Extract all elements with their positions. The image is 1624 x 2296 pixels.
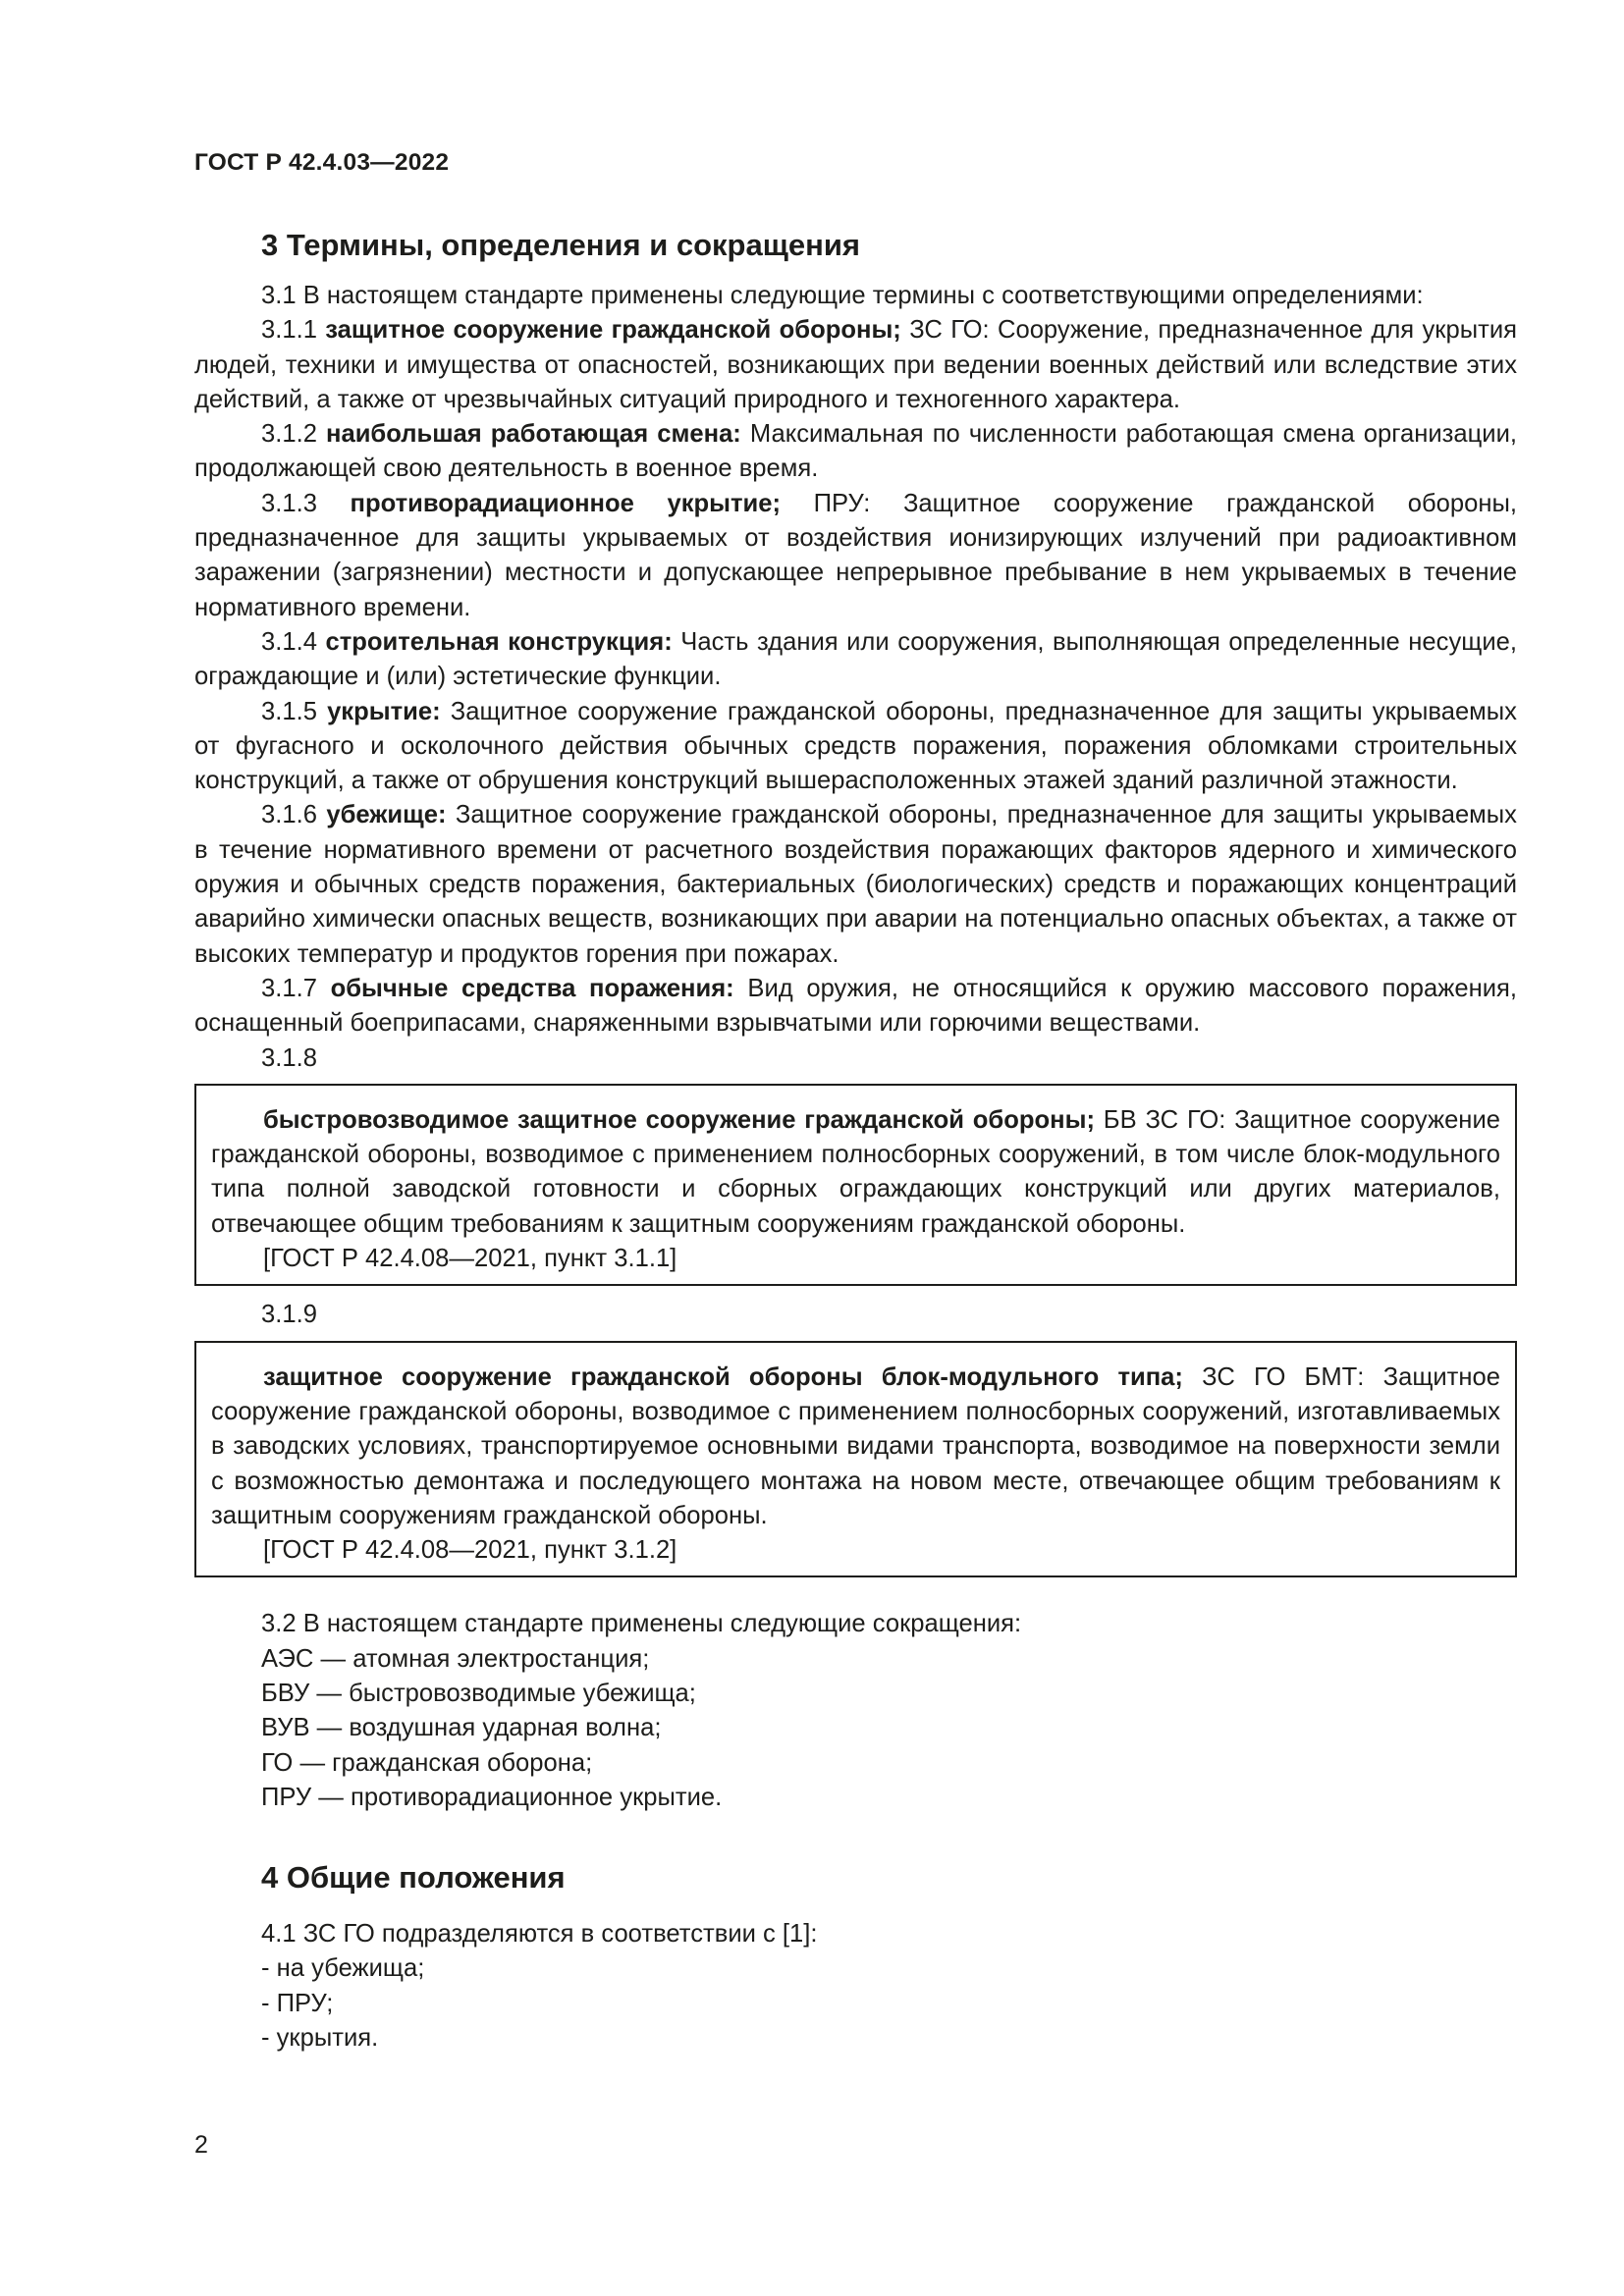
term-definition: Максимальная по численности работающая смена организации, продолжающей свою деятельность в военное время.: [194, 420, 1517, 483]
term-3-1-2: [194, 417, 1517, 487]
term-number: 3.1.4: [261, 627, 317, 656]
term-3-1-6: [194, 798, 1517, 971]
list-item: - ПРУ;: [261, 1989, 334, 2017]
term-name: противорадиационное укрытие;: [350, 489, 782, 517]
term-name: наибольшая работающая смена:: [326, 420, 741, 449]
term-source-reference: [ГОСТ Р 42.4.08—2021, пункт 3.1.1]: [263, 1245, 677, 1273]
term-definition: Защитное сооружение гражданской обороны, предназначенное для защиты укрываемых в течение нормативного времени от расчетного воздействия поражающих факторов ядерного и химического оружия и обычных средств поражения, бактериальных (биологических) средств и поражающих концентраций аварийно химически опасных веществ, возникающих при аварии на потенциально опасных объектах, а также от высоких температур и продуктов горения при пожарах.: [194, 801, 1517, 968]
term-name: быстровозводимое защитное сооружение гражданской обороны;: [263, 1105, 1095, 1134]
term-name: укрытие:: [327, 697, 441, 725]
term-name: защитное сооружение гражданской обороны блок-модульного типа;: [263, 1362, 1183, 1391]
general-provisions-intro: 4.1 ЗС ГО подразделяются в соответствии с [1]:: [261, 1920, 818, 1949]
list-item: - укрытия.: [261, 2024, 379, 2053]
term-3-1-7: [194, 972, 1517, 1041]
abbreviation-item: АЭС — атомная электростанция;: [261, 1644, 650, 1673]
term-source-reference: [ГОСТ Р 42.4.08—2021, пункт 3.1.2]: [263, 1536, 677, 1565]
term-number: 3.1.1: [261, 316, 317, 345]
page-number: 2: [194, 2131, 208, 2159]
term-3-1-8-box: [194, 1084, 1517, 1286]
term-definition: Защитное сооружение гражданской обороны, предназначенное для защиты укрываемых от фугасного и осколочного действия обычных средств поражения, поражения обломками строительных конструкций, а также от обрушения конструкций вышерасположенных этажей зданий различной этажности.: [194, 697, 1517, 795]
abbreviations-intro: 3.2 В настоящем стандарте применены следующие сокращения:: [261, 1610, 1022, 1638]
term-definition: Часть здания или сооружения, выполняющая определенные несущие, ограждающие и (или) эстетические функции.: [194, 627, 1517, 691]
term-name: убежище:: [326, 801, 447, 829]
terms-intro-paragraph: 3.1 В настоящем стандарте применены следующие термины с соответствующими определениями:: [261, 282, 1424, 309]
abbreviation-item: ПРУ — противорадиационное укрытие.: [261, 1783, 723, 1811]
term-name: строительная конструкция:: [325, 627, 673, 656]
abbreviation-item: ГО — гражданская оборона;: [261, 1748, 593, 1777]
page-content: [194, 226, 1517, 2056]
list-item: - на убежища;: [261, 1954, 425, 1983]
term-3-1-8-number: 3.1.8: [261, 1043, 317, 1072]
term-definition: БВ ЗС ГО: Защитное сооружение гражданской обороны, возводимое с применением полносборных сооружений, в том числе блок-модульного типа полной заводской готовности и сборных ограждающих конструкций или других материалов, отвечающее общим требованиям к защитным сооружениям гражданской обороны.: [211, 1105, 1500, 1238]
term-name: защитное сооружение гражданской обороны;: [325, 316, 901, 345]
boxed-term-paragraph: [211, 1361, 1500, 1533]
abbreviation-item: ВУВ — воздушная ударная волна;: [261, 1714, 662, 1742]
term-number: 3.1.2: [261, 420, 317, 449]
term-number: 3.1.6: [261, 801, 317, 829]
document-code-header: ГОСТ Р 42.4.03—2022: [194, 149, 450, 176]
section-4-title: 4 Общие положения: [261, 1860, 566, 1896]
term-3-1-9-number: 3.1.9: [261, 1301, 317, 1329]
section-3-title: 3 Термины, определения и сокращения: [261, 228, 860, 262]
term-number: 3.1.3: [261, 489, 317, 517]
abbreviations-block: [194, 1607, 1517, 1815]
term-definition: ЗС ГО: Сооружение, предназначенное для укрытия людей, техники и имущества от опасностей, возникающих при ведении военных действий или вследствие этих действий, а также от чрезвычайных ситуаций природного и техногенного характера.: [194, 316, 1517, 413]
term-3-1-3: [194, 487, 1517, 625]
abbreviation-item: БВУ — быстровозводимые убежища;: [261, 1679, 696, 1707]
term-number: 3.1.5: [261, 697, 317, 725]
term-definition: ПРУ: Защитное сооружение гражданской обороны, предназначенное для защиты укрываемых от воздействия ионизирующих излучений при радиоактивном заражении (загрязнении) местности и допускающее непрерывное пребывание в нем укрываемых в течение нормативного времени.: [194, 489, 1517, 621]
term-definition: ЗС ГО БМТ: Защитное сооружение гражданской обороны, возводимое с применением полносборных сооружений, изготавливаемых в заводских условиях, транспортируемое основными видами транспорта, возводимое на поверхности земли с возможностью демонтажа и последующего монтажа на новом месте, отвечающее общим требованиям к защитным сооружениям гражданской обороны.: [211, 1362, 1500, 1529]
term-number: 3.1.7: [261, 974, 317, 1002]
term-definition: Вид оружия, не относящийся к оружию массового поражения, оснащенный боеприпасами, снаряженными взрывчатыми или горючими веществами.: [194, 974, 1517, 1038]
term-3-1-1: [194, 313, 1517, 417]
term-3-1-4: [194, 625, 1517, 695]
term-3-1-5: [194, 695, 1517, 799]
boxed-term-paragraph: [211, 1103, 1500, 1242]
term-3-1-9-box: [194, 1341, 1517, 1578]
term-name: обычные средства поражения:: [330, 974, 734, 1002]
